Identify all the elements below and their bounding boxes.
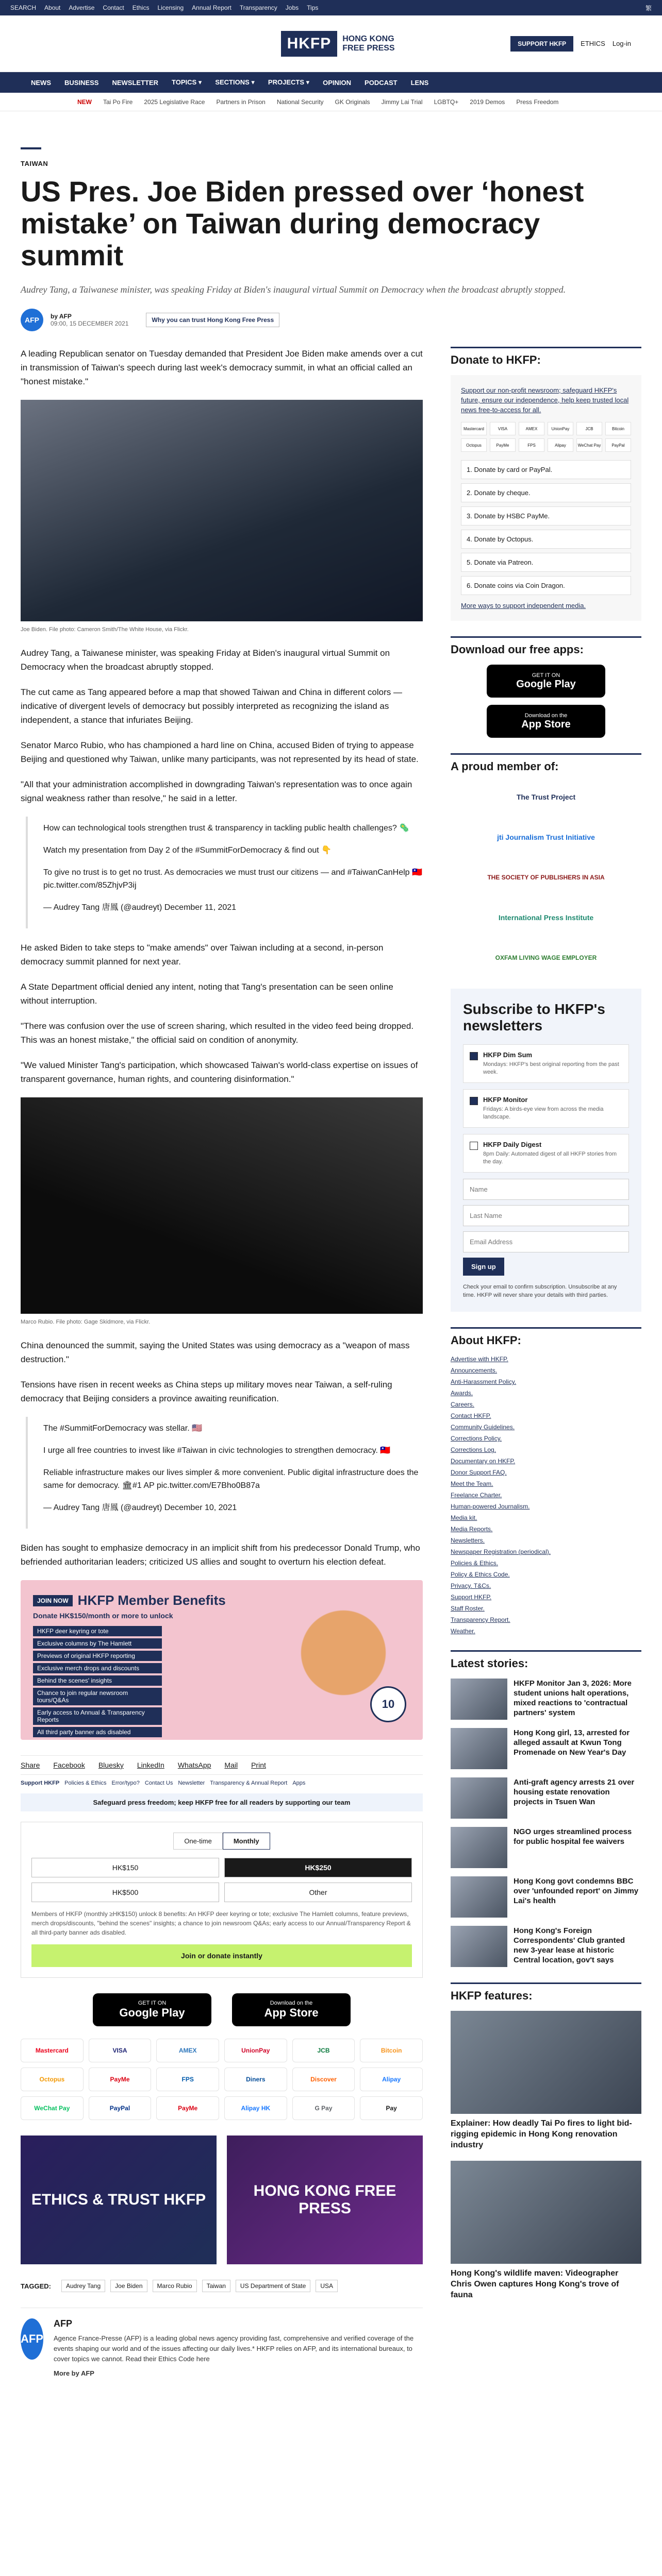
list-item[interactable]: Documentary on HKFP. bbox=[451, 1458, 516, 1465]
list-item[interactable]: Transparency Report. bbox=[451, 1616, 510, 1623]
ipi-logo[interactable]: International Press Institute bbox=[498, 913, 594, 922]
trending-link[interactable]: Tai Po Fire bbox=[103, 98, 133, 106]
promo-cards bbox=[21, 2136, 423, 2264]
sidebar-heading: About HKFP: bbox=[451, 1327, 641, 1347]
trending-link[interactable]: 2025 Legislative Race bbox=[144, 98, 205, 106]
paragraph: A leading Republican senator on Tuesday demanded that President Joe Biden make amends over a cut in transmission of Taiwan's speech during last week's democracy summit, in what an official called an "honest mistake." bbox=[21, 349, 423, 386]
google-play-button[interactable] bbox=[487, 665, 605, 698]
trending-link[interactable]: Partners in Prison bbox=[216, 98, 266, 106]
sidebar-apps bbox=[451, 665, 641, 738]
octopus-icon: Octopus bbox=[21, 2067, 84, 2091]
wechat-pay-icon: WeChat Pay bbox=[21, 2096, 84, 2120]
checkbox[interactable] bbox=[470, 1052, 478, 1060]
list-item[interactable]: Media Reports. bbox=[451, 1526, 493, 1533]
newsletter-option-text bbox=[483, 1096, 622, 1121]
tweet-text: I urge all free countries to invest like #Taiwan in civic technologies to strengthen democracy. 🇹🇼 bbox=[43, 1446, 391, 1455]
amex-icon: AMEX bbox=[156, 2039, 219, 2062]
feature-thumbnail bbox=[451, 2011, 641, 2114]
about-link[interactable]: About bbox=[44, 4, 61, 11]
benefits-list bbox=[33, 1626, 266, 1737]
newsletter-desc: 8pm Daily: Automated digest of all HKFP stories from the day. bbox=[483, 1151, 617, 1165]
subscribe-note: Check your email to confirm subscription. Unsubscribe at any time. HKFP will never share your details with third parties. bbox=[463, 1284, 617, 1298]
list-item[interactable]: Support HKFP. bbox=[451, 1594, 492, 1601]
join-badge[interactable]: JOIN NOW bbox=[33, 1595, 73, 1606]
frequency-toggle bbox=[31, 1833, 412, 1850]
sidebar-heading: HKFP features: bbox=[451, 1982, 641, 2003]
trust-project-logo[interactable]: The Trust Project bbox=[516, 793, 576, 801]
store-caption: GET IT ON bbox=[532, 672, 560, 679]
donation-widget bbox=[21, 1822, 423, 1978]
list-item[interactable]: Policy & Ethics Code. bbox=[451, 1571, 510, 1578]
embedded-tweet[interactable] bbox=[26, 817, 423, 928]
promo-title: HKFP Member Benefits bbox=[77, 1592, 226, 1608]
jcb-icon: JCB bbox=[292, 2039, 355, 2062]
nav-lens[interactable]: LENS bbox=[410, 78, 429, 87]
nav-opinion[interactable]: OPINION bbox=[323, 78, 352, 87]
footer-link[interactable]: Error/typo? bbox=[111, 1780, 140, 1786]
newsletter-heading: Subscribe to HKFP's newsletters bbox=[463, 1001, 605, 1033]
masthead bbox=[0, 15, 662, 72]
logo-line-1: HONG KONG bbox=[342, 34, 394, 43]
member-benefits-banner[interactable] bbox=[21, 1580, 423, 1740]
list-item: Chance to join regular newsroom tours/Q&As bbox=[33, 1688, 162, 1705]
visa-icon: VISA bbox=[490, 422, 516, 435]
donate-option[interactable]: 2. Donate by cheque. bbox=[461, 483, 631, 502]
nav-newsletter[interactable]: NEWSLETTER bbox=[112, 78, 159, 87]
list-item[interactable]: Human-powered Journalism. bbox=[451, 1503, 530, 1510]
main-nav bbox=[0, 72, 662, 93]
diners-icon: Diners bbox=[224, 2067, 287, 2091]
store-name: App Store bbox=[521, 718, 571, 730]
amount-options bbox=[31, 1858, 412, 1902]
oxfam-logo[interactable]: OXFAM LIVING WAGE EMPLOYER bbox=[495, 954, 597, 961]
feature-headline: Explainer: How deadly Tai Po fires to light bid-rigging epidemic in Hong Kong renovation industry bbox=[451, 2119, 632, 2149]
article-category[interactable]: TAIWAN bbox=[21, 160, 48, 167]
nav-news[interactable]: NEWS bbox=[31, 78, 51, 87]
share-bluesky[interactable]: Bluesky bbox=[98, 1761, 124, 1769]
author-bio-text bbox=[54, 2318, 423, 2379]
amount-option[interactable]: Other bbox=[224, 1883, 412, 1902]
avatar[interactable]: AFP bbox=[21, 2318, 43, 2360]
amex-icon: AMEX bbox=[519, 422, 544, 435]
list-item[interactable]: Freelance Charter. bbox=[451, 1492, 502, 1499]
newsletter-option[interactable] bbox=[463, 1044, 629, 1083]
unionpay-icon: UnionPay bbox=[224, 2039, 287, 2062]
list-item[interactable]: Announcements. bbox=[451, 1367, 498, 1374]
story-headline: Hong Kong govt condemns BBC over 'unfounded report' on Jimmy Lai's health bbox=[514, 1877, 639, 1905]
paragraph: Tensions have risen in recent weeks as China steps up military moves near Taiwan, a self-ruling democracy that Beijing considers a province awaiting reunification. bbox=[21, 1380, 392, 1403]
safeguard-banner[interactable]: Safeguard press freedom; keep HKFP free for all readers by supporting our team bbox=[21, 1793, 423, 1811]
list-item[interactable]: Corrections Policy. bbox=[451, 1435, 502, 1442]
story-thumbnail bbox=[451, 1876, 507, 1918]
first-name-field[interactable]: Name bbox=[463, 1179, 629, 1200]
footer-link[interactable]: Transparency & Annual Report bbox=[210, 1780, 288, 1786]
paragraph: Senator Marco Rubio, who has championed a hard line on China, accused Biden of trying to appease Beijing and questioned why Taiwan, unlike many participants, was not represented by its head of state. bbox=[21, 740, 419, 764]
tag[interactable]: USA bbox=[316, 2280, 338, 2292]
apple-pay-icon: Pay bbox=[360, 2096, 423, 2120]
paragraph: Biden has sought to emphasize democracy in an implicit shift from his predecessor Donald Trump, who befriended authoritarian leaders; criticized US allies and sought to overturn his election defeat. bbox=[21, 1543, 420, 1567]
list-item[interactable] bbox=[451, 1728, 641, 1769]
paragraph: He asked Biden to take steps to "make amends" over Taiwan including at a second, in-person democracy summit planned for next year. bbox=[21, 943, 384, 967]
content-columns bbox=[21, 347, 641, 2379]
list-item[interactable] bbox=[451, 1926, 641, 1967]
app-store-row bbox=[21, 1993, 423, 2026]
feature-thumbnail bbox=[451, 2161, 641, 2264]
article-title: US Pres. Joe Biden pressed over ‘honest mistake’ on Taiwan during democracy summit bbox=[21, 175, 584, 272]
anniversary-badge: 10 bbox=[370, 1686, 406, 1722]
share-print[interactable]: Print bbox=[251, 1761, 266, 1769]
payme-icon: PayMe bbox=[490, 438, 516, 452]
donate-description bbox=[461, 385, 631, 415]
jobs-link[interactable]: Jobs bbox=[285, 4, 299, 11]
share-label: Share bbox=[21, 1761, 40, 1769]
mastercard-icon: Mastercard bbox=[21, 2039, 84, 2062]
freq-monthly[interactable]: Monthly bbox=[223, 1833, 270, 1850]
embedded-tweet[interactable] bbox=[26, 1417, 423, 1529]
advertise-link[interactable]: Advertise bbox=[69, 4, 95, 11]
nav-business[interactable]: BUSINESS bbox=[64, 78, 99, 87]
byline-date: 09:00, 15 DECEMBER 2021 bbox=[51, 320, 129, 327]
story-thumbnail bbox=[451, 1827, 507, 1868]
join-donate-button[interactable]: Join or donate instantly bbox=[31, 1944, 412, 1967]
newsletter-option-text bbox=[483, 1051, 622, 1076]
footer-link[interactable]: Policies & Ethics bbox=[64, 1780, 107, 1786]
donate-option[interactable]: 5. Donate via Patreon. bbox=[461, 553, 631, 572]
newsletter-option[interactable] bbox=[463, 1134, 629, 1173]
feature-headline: Hong Kong's wildlife maven: Videographer Chris Owen captures Hong Kong's trove of fauna bbox=[451, 2269, 619, 2299]
paragraph: "All that your administration accomplished in downgrading Taiwan's representation was to once again signal weakness rather than resolve," he said in a letter. bbox=[21, 779, 412, 803]
donate-panel bbox=[451, 375, 641, 621]
amount-option[interactable]: HK$500 bbox=[31, 1883, 219, 1902]
list-item: Behind the scenes' insights bbox=[33, 1675, 162, 1686]
tweet-text: Watch my presentation from Day 2 of the #SummitForDemocracy & find out 👇 bbox=[43, 846, 332, 855]
alipay-icon: Alipay bbox=[548, 438, 573, 452]
promo-subtitle: Donate HK$150/month or more to unlock bbox=[33, 1612, 173, 1620]
logo-line-2: FREE PRESS bbox=[342, 43, 395, 53]
sidebar bbox=[451, 347, 641, 2379]
photo-caption: Marco Rubio. File photo: Gage Skidmore, via Flickr. bbox=[21, 1319, 151, 1325]
list-item[interactable]: Anti-Harassment Policy. bbox=[451, 1378, 517, 1385]
article-header bbox=[21, 111, 641, 347]
logo-mark: HKFP bbox=[281, 31, 338, 57]
tag[interactable]: US Department of State bbox=[236, 2280, 310, 2292]
trending-link[interactable]: Jimmy Lai Trial bbox=[381, 98, 423, 106]
page-container bbox=[21, 111, 641, 2379]
story-thumbnail bbox=[451, 1728, 507, 1769]
new-badge: NEW bbox=[77, 98, 92, 106]
fps-icon: FPS bbox=[156, 2067, 219, 2091]
annual-report-link[interactable]: Annual Report bbox=[192, 4, 231, 11]
features-list bbox=[451, 2011, 641, 2300]
tag[interactable]: Joe Biden bbox=[110, 2280, 147, 2292]
list-item[interactable]: Careers. bbox=[451, 1401, 475, 1408]
list-item[interactable]: Community Guidelines. bbox=[451, 1423, 515, 1431]
google-play-button[interactable] bbox=[93, 1993, 211, 2026]
nav-podcast[interactable]: PODCAST bbox=[365, 78, 398, 87]
category-rule bbox=[21, 147, 41, 149]
language-toggle[interactable]: 繁 bbox=[645, 4, 652, 12]
contact-link[interactable]: Contact bbox=[103, 4, 124, 11]
list-item[interactable] bbox=[451, 1876, 641, 1918]
fps-icon: FPS bbox=[519, 438, 544, 452]
article-photo-biden bbox=[21, 400, 423, 621]
list-item[interactable]: Donor Support FAQ. bbox=[451, 1469, 507, 1476]
store-name: App Store bbox=[264, 2006, 319, 2019]
story-headline: NGO urges streamlined process for public hospital fee waivers bbox=[514, 1827, 632, 1846]
payme-icon: PayMe bbox=[89, 2067, 152, 2091]
story-headline: Hong Kong's Foreign Correspondents' Club granted new 3-year lease at historic Central location, gov't says bbox=[514, 1926, 625, 1964]
footer-link[interactable]: Support HKFP bbox=[21, 1780, 60, 1786]
store-caption: Download on the bbox=[524, 712, 568, 719]
press-freedom-promo-card[interactable]: HONG KONG FREE PRESS bbox=[227, 2136, 423, 2264]
list-item[interactable] bbox=[451, 1777, 641, 1819]
story-headline: HKFP Monitor Jan 3, 2026: More student unions halt operations, mixed reactions to 'contractual partners' system bbox=[514, 1679, 632, 1717]
mastercard-icon: Mastercard bbox=[461, 422, 487, 435]
article-photo-rubio bbox=[21, 1097, 423, 1314]
newsletter-signup bbox=[451, 989, 641, 1312]
ethics-link[interactable]: Ethics bbox=[132, 4, 150, 11]
signup-button[interactable]: Sign up bbox=[463, 1258, 504, 1276]
visa-icon: VISA bbox=[89, 2039, 152, 2062]
donate-option[interactable]: 4. Donate by Octopus. bbox=[461, 530, 631, 549]
list-item[interactable]: Contact HKFP. bbox=[451, 1412, 491, 1419]
photo-caption: Joe Biden. File photo: Cameron Smith/The White House, via Flickr. bbox=[21, 626, 189, 633]
list-item[interactable] bbox=[451, 1827, 641, 1868]
more-by-author-link[interactable]: More by AFP bbox=[54, 2369, 94, 2377]
tag[interactable]: Taiwan bbox=[202, 2280, 230, 2292]
newsletter-name: HKFP Daily Digest bbox=[483, 1141, 542, 1148]
tags-label: TAGGED: bbox=[21, 2282, 51, 2290]
tweet-signature[interactable]: — Audrey Tang 唐鳳 (@audreyt) December 11, 2021 bbox=[43, 903, 237, 912]
members-note: Members of HKFP (monthly ≥HK$150) unlock 8 benefits: An HKFP deer keyring or tote; exclusive The Hamlett columns, feature previews, merch drops/discounts, "behind the scenes" insights; a chance to join newsroom Q&As; early access to our Annual/Transparency Report & all third-party banner ads disabled. bbox=[31, 1910, 411, 1936]
freq-one-time[interactable]: One-time bbox=[173, 1833, 222, 1850]
sidebar-heading: Latest stories: bbox=[451, 1650, 641, 1670]
paragraph: China denounced the summit, saying the United States was using democracy as a "weapon of mass destruction." bbox=[21, 1341, 410, 1364]
trending-link[interactable]: 2019 Demos bbox=[470, 98, 505, 106]
amount-option[interactable]: HK$150 bbox=[31, 1858, 219, 1877]
article-subtitle: Audrey Tang, a Taiwanese minister, was speaking Friday at Biden's inaugural virtual Summit on Democracy when the broadcast abruptly stopped. bbox=[21, 284, 566, 295]
share-whatsapp[interactable]: WhatsApp bbox=[177, 1761, 211, 1769]
newsletter-name: HKFP Dim Sum bbox=[483, 1051, 533, 1059]
donate-option[interactable]: 1. Donate by card or PayPal. bbox=[461, 460, 631, 479]
email-field[interactable]: Email Address bbox=[463, 1231, 629, 1252]
share-bar bbox=[21, 1755, 423, 1775]
bitcoin-icon: Bitcoin bbox=[360, 2039, 423, 2062]
author-name[interactable]: AFP bbox=[54, 2318, 72, 2329]
tweet-text: Reliable infrastructure makes our lives simpler & more convenient. Public digital infrastructure does the same for democracy. 🏛#1 AP pic.twitter.com/E7Bho0B87a bbox=[43, 1468, 419, 1490]
trending-link[interactable]: Press Freedom bbox=[516, 98, 559, 106]
licensing-link[interactable]: Licensing bbox=[157, 4, 184, 11]
search-link[interactable]: SEARCH bbox=[10, 4, 37, 11]
story-headline: Hong Kong girl, 13, arrested for alleged assault at Kwun Tong Promenade on New Year's Day bbox=[514, 1728, 630, 1757]
payme-icon: PayMe bbox=[156, 2096, 219, 2120]
list-item: Exclusive columns by The Hamlett bbox=[33, 1638, 162, 1649]
paragraph: The cut came as Tang appeared before a map that showed Taiwan and China in different colors — indicative of divergent levels of democracy but possibly interpreted as recognizing the island as independent, a stance that infuriates Beijing. bbox=[21, 687, 402, 725]
tweet-text: The #SummitForDemocracy was stellar. 🇺🇸 bbox=[43, 1424, 202, 1433]
donate-option[interactable]: 3. Donate by HSBC PayMe. bbox=[461, 506, 631, 526]
list-item: Exclusive merch drops and discounts bbox=[33, 1663, 162, 1673]
octopus-icon: Octopus bbox=[461, 438, 487, 452]
list-item[interactable] bbox=[451, 1679, 641, 1720]
list-item: HKFP deer keyring or tote bbox=[33, 1626, 162, 1636]
login-link[interactable]: Log-in bbox=[612, 40, 631, 47]
article-body bbox=[21, 347, 423, 2379]
store-name: Google Play bbox=[119, 2006, 185, 2019]
mini-payment-logos bbox=[461, 422, 631, 452]
promo-heading bbox=[33, 1592, 266, 1608]
share-mail[interactable]: Mail bbox=[224, 1761, 238, 1769]
list-item[interactable]: Staff Roster. bbox=[451, 1605, 485, 1612]
list-item[interactable]: Corrections Log. bbox=[451, 1446, 496, 1453]
list-item[interactable]: Media kit. bbox=[451, 1514, 477, 1521]
membership-logos bbox=[451, 782, 641, 973]
list-item[interactable]: Privacy. T&Cs. bbox=[451, 1582, 491, 1589]
sidebar-heading: Donate to HKFP: bbox=[451, 347, 641, 367]
discover-icon: Discover bbox=[292, 2067, 355, 2091]
list-item[interactable] bbox=[451, 2161, 641, 2300]
top-bar bbox=[0, 0, 662, 15]
list-item: All third party banner ads disabled bbox=[33, 1727, 162, 1737]
byline-text bbox=[51, 313, 128, 327]
share-linkedin[interactable]: LinkedIn bbox=[137, 1761, 164, 1769]
sopa-logo[interactable]: THE SOCIETY OF PUBLISHERS IN ASIA bbox=[487, 874, 605, 881]
article-footer-links bbox=[21, 1780, 423, 1786]
transparency-link[interactable]: Transparency bbox=[239, 4, 277, 11]
avatar[interactable]: AFP bbox=[21, 309, 43, 331]
app-store-button[interactable] bbox=[232, 1993, 351, 2026]
paypal-icon: PayPal bbox=[605, 438, 631, 452]
paragraph: A State Department official denied any intent, noting that Tang's presentation can be seen online without interruption. bbox=[21, 982, 393, 1006]
nav-projects[interactable]: PROJECTS ▾ bbox=[268, 78, 310, 86]
list-item[interactable]: Meet the Team. bbox=[451, 1480, 493, 1487]
nav-topics[interactable]: TOPICS ▾ bbox=[172, 78, 202, 86]
alipay-icon: Alipay bbox=[360, 2067, 423, 2091]
sidebar-heading: Download our free apps: bbox=[451, 636, 641, 656]
author-description: Agence France-Presse (AFP) is a leading global news agency providing fast, comprehensive and verified coverage of the events shaping our world and of the issues affecting our daily lives.* HKFP relies on AFP, and its international bureaux, to cover topics we cannot. Read their Ethics Code here bbox=[54, 2334, 414, 2363]
list-item[interactable]: Policies & Ethics. bbox=[451, 1560, 499, 1567]
alipayhk-icon: Alipay HK bbox=[224, 2096, 287, 2120]
latest-stories bbox=[451, 1679, 641, 1967]
more-ways-wrap bbox=[461, 601, 631, 611]
newsletter-desc: Mondays: HKFP's best original reporting from the past week. bbox=[483, 1061, 619, 1075]
list-item[interactable] bbox=[451, 2011, 641, 2150]
store-name: Google Play bbox=[516, 678, 576, 690]
story-thumbnail bbox=[451, 1679, 507, 1720]
app-store-button[interactable] bbox=[487, 705, 605, 738]
deer-mascot-illustration bbox=[276, 1592, 410, 1726]
trending-nav bbox=[0, 93, 662, 111]
jti-logo[interactable]: jti Journalism Trust Initiative bbox=[497, 833, 595, 841]
story-thumbnail bbox=[451, 1926, 507, 1967]
wechat-pay-icon: WeChat Pay bbox=[576, 438, 602, 452]
trending-link[interactable]: National Security bbox=[276, 98, 324, 106]
trust-link[interactable]: Why you can trust Hong Kong Free Press bbox=[146, 313, 279, 327]
payment-methods bbox=[21, 2039, 423, 2120]
donate-option[interactable]: 6. Donate coins via Coin Dragon. bbox=[461, 576, 631, 595]
tag[interactable]: Marco Rubio bbox=[153, 2280, 197, 2292]
tweet-text: How can technological tools strengthen trust & transparency in tackling public health challenges? 🦠 bbox=[43, 824, 410, 833]
unionpay-icon: UnionPay bbox=[548, 422, 573, 435]
paypal-icon: PayPal bbox=[89, 2096, 152, 2120]
checkbox[interactable] bbox=[470, 1097, 478, 1105]
list-item[interactable]: Weather. bbox=[451, 1628, 475, 1635]
store-caption: Download on the bbox=[270, 2000, 313, 2006]
tag[interactable]: Audrey Tang bbox=[61, 2280, 105, 2292]
newsletter-option-text bbox=[483, 1141, 622, 1166]
story-thumbnail bbox=[451, 1777, 507, 1819]
amount-option[interactable]: HK$250 bbox=[224, 1858, 412, 1877]
footer-link[interactable]: Apps bbox=[292, 1780, 306, 1786]
site-logo[interactable] bbox=[281, 31, 395, 57]
footer-link[interactable]: Contact Us bbox=[144, 1780, 173, 1786]
sidebar-heading: A proud member of: bbox=[451, 753, 641, 773]
byline bbox=[21, 309, 641, 331]
donate-description-link[interactable]: Support our non-profit newsroom; safeguard HKFP's future, ensure our independence, help keep trusted local news free-to-access for all. bbox=[461, 386, 629, 414]
trending-link[interactable]: GK Originals bbox=[335, 98, 370, 106]
promo-text bbox=[33, 1592, 266, 1736]
ethics-link[interactable]: ETHICS bbox=[581, 40, 605, 47]
support-button[interactable]: SUPPORT HKFP bbox=[510, 36, 573, 52]
list-item[interactable]: Advertise with HKFP. bbox=[451, 1355, 508, 1363]
nav-sections[interactable]: SECTIONS ▾ bbox=[215, 78, 255, 86]
jcb-icon: JCB bbox=[576, 422, 602, 435]
list-item[interactable]: Awards. bbox=[451, 1389, 473, 1397]
newsletter-name: HKFP Monitor bbox=[483, 1096, 528, 1104]
newsletter-desc: Fridays: A birds-eye view from across the media landscape. bbox=[483, 1106, 604, 1120]
list-item[interactable]: Newsletters. bbox=[451, 1537, 485, 1544]
story-headline: Anti-graft agency arrests 21 over housing estate renovation projects in Tsuen Wan bbox=[514, 1778, 635, 1806]
bitcoin-icon: Bitcoin bbox=[605, 422, 631, 435]
tweet-text: To give no trust is to get no trust. As democracies we must trust our citizens — and #TaiwanCanHelp 🇹🇼 pic.twitter.com/85ZhjvP3ij bbox=[43, 868, 422, 890]
paragraph: "There was confusion over the use of screen sharing, which resulted in the video feed being dropped. This was an honest mistake," the official said on condition of anonymity. bbox=[21, 1021, 414, 1045]
masthead-actions bbox=[510, 36, 631, 52]
tag-list bbox=[21, 2280, 423, 2292]
tweet-signature[interactable]: — Audrey Tang 唐鳳 (@audreyt) December 10, 2021 bbox=[43, 1503, 237, 1512]
trending-link[interactable]: LGBTQ+ bbox=[434, 98, 459, 106]
about-links bbox=[451, 1355, 641, 1635]
newsletter-option[interactable] bbox=[463, 1089, 629, 1128]
footer-link[interactable]: Newsletter bbox=[178, 1780, 205, 1786]
paragraph: Audrey Tang, a Taiwanese minister, was speaking Friday at Biden's inaugural virtual Summit on Democracy when the broadcast abruptly stopped. bbox=[21, 648, 390, 672]
checkbox[interactable] bbox=[470, 1142, 478, 1150]
author-bio bbox=[21, 2308, 423, 2379]
paragraph: "We valued Minister Tang's participation, which showcased Taiwan's world-class expertise on issues of transparent governance, human rights, and countering disinformation." bbox=[21, 1060, 418, 1084]
more-ways-link[interactable]: More ways to support independent media. bbox=[461, 602, 586, 609]
ethics-promo-card[interactable]: ETHICS & TRUST HKFP bbox=[21, 2136, 217, 2264]
byline-author[interactable]: by AFP bbox=[51, 313, 72, 320]
list-item[interactable]: Newspaper Registration (periodical). bbox=[451, 1548, 551, 1555]
logo-wordmark bbox=[342, 35, 394, 53]
list-item: Previews of original HKFP reporting bbox=[33, 1651, 162, 1661]
list-item: Early access to Annual & Transparency Reports bbox=[33, 1707, 162, 1725]
store-caption: GET IT ON bbox=[138, 2000, 167, 2006]
share-facebook[interactable]: Facebook bbox=[53, 1761, 85, 1769]
last-name-field[interactable]: Last Name bbox=[463, 1205, 629, 1226]
google-pay-icon: G Pay bbox=[292, 2096, 355, 2120]
tips-link[interactable]: Tips bbox=[307, 4, 319, 11]
